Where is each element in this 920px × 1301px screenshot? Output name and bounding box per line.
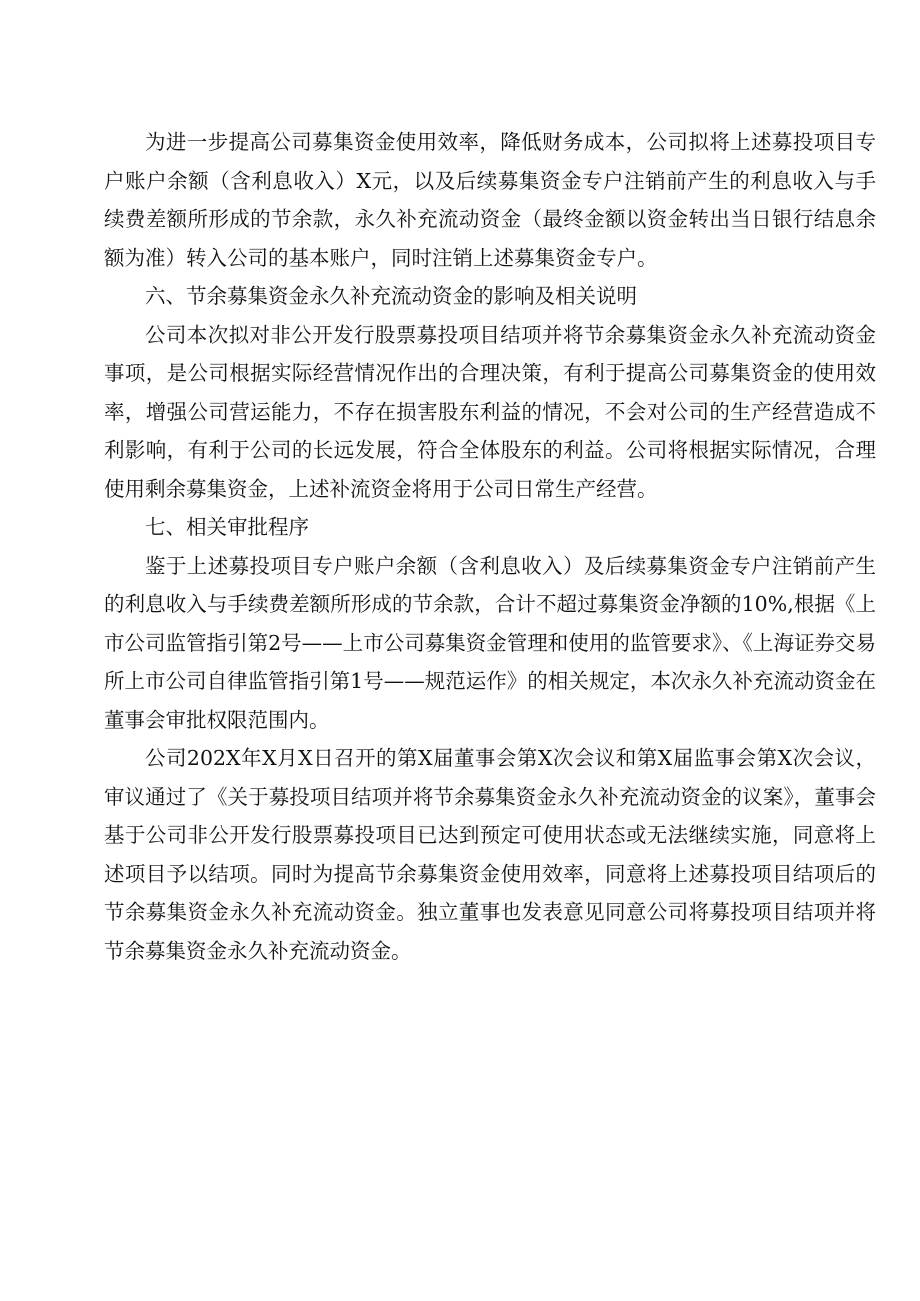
document-body <box>104 123 876 970</box>
section-heading-6: 六、节余募集资金永久补充流动资金的影响及相关说明 <box>145 284 637 308</box>
paragraph-impact-explanation: 公司本次拟对非公开发行股票募投项目结项并将节余募集资金永久补充流动资金事项，是公司根据实际经营情况作出的合理决策，有利于提高公司募集资金的使用效率，增强公司营运能力，不存在损害股东利益的情况，不会对公司的生产经营造成不利影响，有利于公司的长远发展，符合全体股东的利益。公司将根据实际情况，合理使用剩余募集资金，上述补流资金将用于公司日常生产经营。 <box>104 322 876 501</box>
section-heading-7: 七、相关审批程序 <box>145 515 309 539</box>
paragraph-fund-transfer: 为进一步提高公司募集资金使用效率，降低财务成本，公司拟将上述募投项目专户账户余额（含利息收入）X元，以及后续募集资金专户注销前产生的利息收入与手续费差额所形成的节余款，永久补充流动资金（最终金额以资金转出当日银行结息余额为准）转入公司的基本账户，同时注销上述募集资金专户。 <box>104 130 876 270</box>
paragraph-board-resolution: 公司202X年X月X日召开的第X届董事会第X次会议和第X届监事会第X次会议，审议通过了《关于募投项目结项并将节余募集资金永久补充流动资金的议案》，董事会基于公司非公开发行股票募投项目已达到预定可使用状态或无法继续实施，同意将上述项目予以结项。同时为提高节余募集资金使用效率，同意将上述募投项目结项后的节余募集资金永久补充流动资金。独立董事也发表意见同意公司将募投项目结项并将节余募集资金永久补充流动资金。 <box>104 746 876 963</box>
paragraph-approval-scope: 鉴于上述募投项目专户账户余额（含利息收入）及后续募集资金专户注销前产生的利息收入与手续费差额所形成的节余款，合计不超过募集资金净额的10%,根据《上市公司监管指引第2号——上市公司募集资金管理和使用的监管要求》、《上海证券交易所上市公司自律监管指引第1号——规范运作》的相关规定，本次永久补充流动资金在董事会审批权限范围内。 <box>104 553 876 732</box>
